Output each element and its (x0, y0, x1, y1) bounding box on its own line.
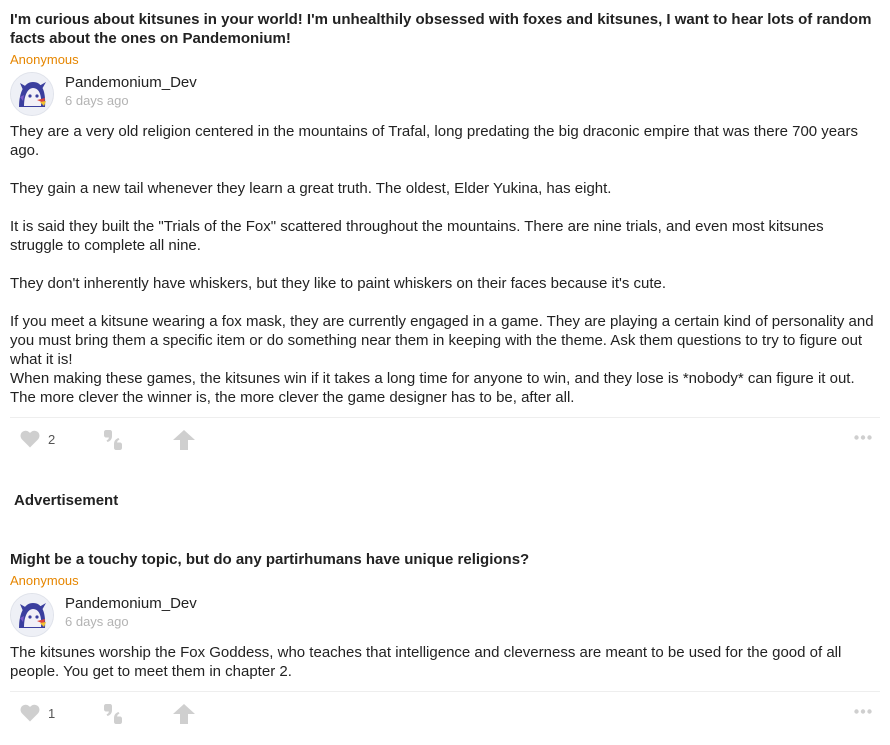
answer-card (10, 10, 880, 458)
answer-paragraph: They don't inherently have whiskers, but they like to paint whiskers on their faces because it's cute. (10, 275, 667, 292)
ellipsis-icon (854, 435, 872, 440)
comment-button[interactable] (102, 704, 124, 724)
answer-text (10, 122, 880, 407)
avatar[interactable] (10, 593, 54, 637)
answer-paragraph: When making these games, the kitsunes win if it takes a long time for anyone to win, and they lose is *nobody* can figure it out. The more clever the winner is, the more clever the game designer has to be, after all. (10, 370, 855, 406)
author-row (10, 72, 880, 116)
action-bar (10, 418, 880, 458)
quote-icon (102, 430, 124, 450)
more-button[interactable] (854, 709, 872, 714)
asker-name: Anonymous (10, 52, 79, 67)
heart-icon (20, 430, 40, 448)
question-text: Might be a touchy topic, but do any partirhumans have unique religions? (10, 551, 530, 568)
question-text: I'm curious about kitsunes in your world! I'm unhealthily obsessed with foxes and kitsunes, I want to hear lots of random facts about the ones on Pandemonium! (10, 11, 872, 47)
avatar[interactable] (10, 72, 54, 116)
asker-name: Anonymous (10, 573, 79, 588)
answer-paragraph: They are a very old religion centered in the mountains of Trafal, long predating the big draconic empire that was there 700 years ago. (10, 123, 858, 159)
like-count: 2 (48, 431, 56, 447)
avatar-image-icon (11, 73, 53, 115)
avatar-image-icon (11, 594, 53, 636)
answer-paragraph: The kitsunes worship the Fox Goddess, who teaches that intelligence and cleverness are meant to be used for the good of all people. You get to meet them in chapter 2. (10, 644, 842, 680)
author-meta (65, 72, 197, 110)
quote-icon (102, 704, 124, 724)
author-row (10, 593, 880, 637)
post-time: 6 days ago (65, 93, 129, 108)
author-name[interactable]: Pandemonium_Dev (65, 595, 197, 612)
share-arrow-icon (173, 704, 195, 724)
share-button[interactable] (173, 704, 195, 724)
more-button[interactable] (854, 435, 872, 440)
advertisement-label: Advertisement (14, 492, 119, 509)
ellipsis-icon (854, 709, 872, 714)
share-button[interactable] (173, 430, 195, 450)
answer-paragraph: They gain a new tail whenever they learn a great truth. The oldest, Elder Yukina, has eight. (10, 180, 612, 197)
like-count: 1 (48, 705, 56, 721)
author-name[interactable]: Pandemonium_Dev (65, 74, 197, 91)
share-arrow-icon (173, 430, 195, 450)
answer-paragraph: If you meet a kitsune wearing a fox mask, they are currently engaged in a game. They are playing a certain kind of personality and you must bring them a specific item or do something near them in keeping with the theme. Ask them questions to try to figure out what it is! (10, 313, 874, 368)
like-button[interactable] (20, 430, 55, 448)
author-meta (65, 593, 197, 631)
like-button[interactable] (20, 704, 55, 722)
post-time: 6 days ago (65, 614, 129, 629)
answer-text (10, 643, 880, 681)
comment-button[interactable] (102, 430, 124, 450)
heart-icon (20, 704, 40, 722)
answer-card (10, 550, 880, 732)
action-bar (10, 692, 880, 732)
answer-paragraph: It is said they built the "Trials of the Fox" scattered throughout the mountains. There are nine trials, and even most kitsunes struggle to complete all nine. (10, 218, 824, 254)
